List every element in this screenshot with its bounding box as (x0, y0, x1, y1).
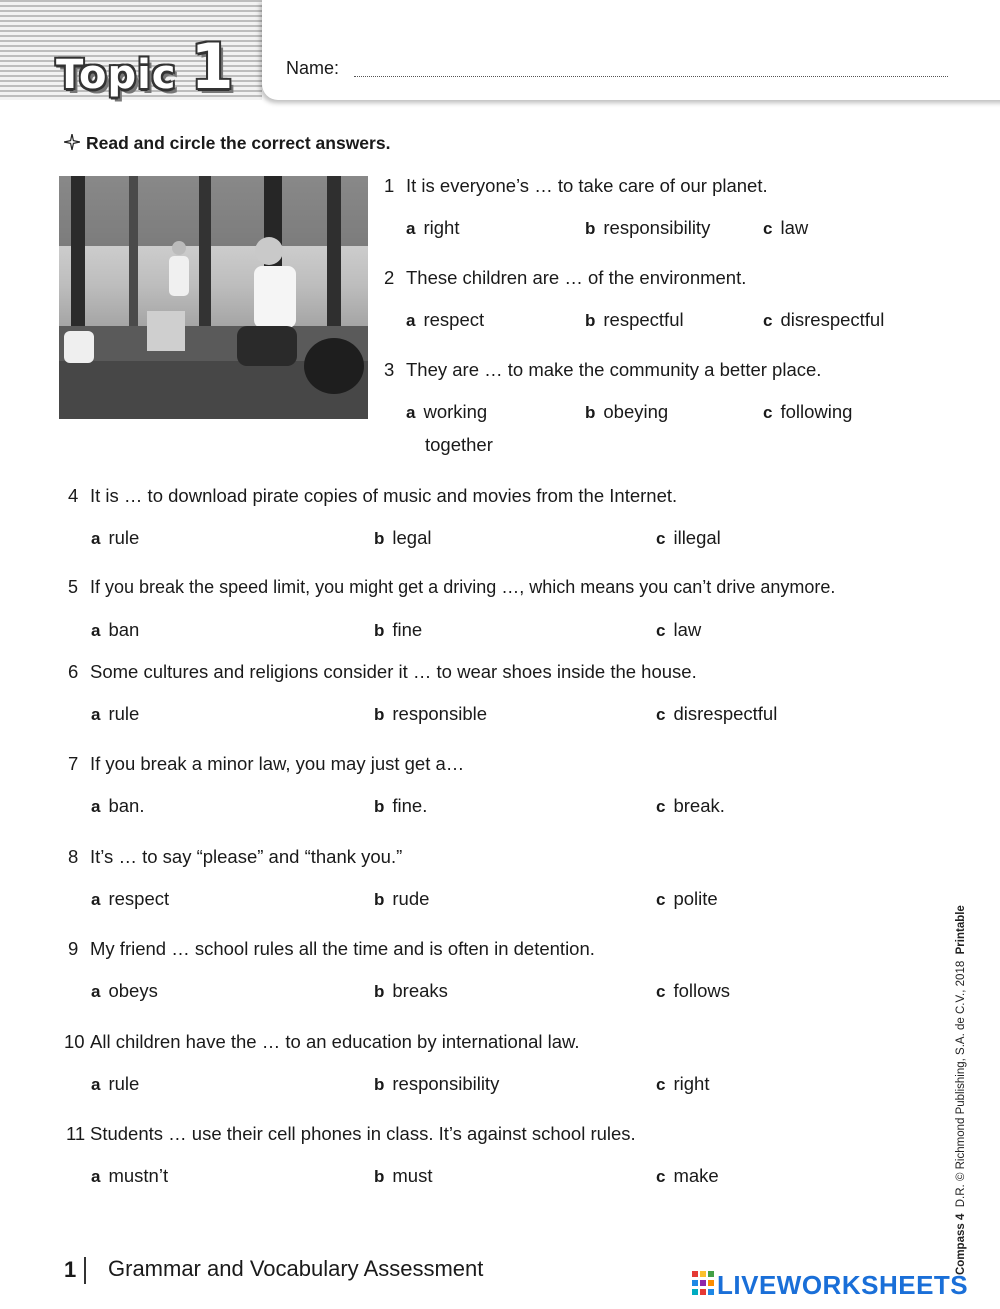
option-letter: a (406, 403, 416, 422)
question-text: It is … to download pirate copies of music and movies from the Internet. (90, 485, 678, 506)
option-2a[interactable] (406, 309, 484, 331)
option-text: right (673, 1073, 710, 1094)
option-letter: b (374, 1167, 385, 1186)
option-text: rude (392, 888, 430, 909)
sparkle-icon (64, 133, 86, 154)
option-text: ban. (108, 795, 145, 816)
option-1a[interactable] (406, 217, 459, 239)
option-10a[interactable] (91, 1073, 139, 1095)
option-10b[interactable] (374, 1073, 499, 1095)
option-text: rule (108, 527, 140, 548)
question-5 (68, 577, 835, 598)
footer-divider (84, 1257, 86, 1284)
side-copyright (955, 905, 967, 1275)
question-text: Students … use their cell phones in class. It’s against school rules. (90, 1123, 636, 1144)
name-input-line[interactable] (354, 76, 948, 77)
copyright-tag: Printable (955, 905, 967, 955)
option-letter: b (374, 529, 385, 548)
option-text: breaks (392, 980, 448, 1001)
option-letter: b (374, 1075, 385, 1094)
option-text: following (780, 401, 853, 422)
name-label: Name: (286, 58, 340, 78)
question-text: Some cultures and religions consider it … to wear shoes inside the house. (90, 661, 697, 682)
question-number: 7 (68, 753, 79, 774)
question-text: If you break a minor law, you may just get a… (90, 753, 465, 774)
liveworksheets-logo[interactable] (692, 1271, 968, 1299)
option-4b[interactable] (374, 527, 431, 549)
option-text: right (423, 217, 460, 238)
copyright-text: D.R. © Richmond Publishing, S.A. de C.V., 2018 (955, 960, 967, 1208)
option-1c[interactable] (763, 217, 808, 239)
option-letter: b (585, 403, 596, 422)
option-letter: b (374, 797, 385, 816)
option-9c[interactable] (656, 980, 730, 1002)
question-number: 4 (68, 485, 79, 506)
footer-title: Grammar and Vocabulary Assessment (108, 1256, 484, 1281)
copyright-book: Compass 4 (955, 1213, 967, 1275)
option-1b[interactable] (585, 217, 710, 239)
liveworksheets-text: LIVEWORKSHEETS (717, 1269, 969, 1300)
liveworksheets-icon (692, 1271, 714, 1299)
option-2c[interactable] (763, 309, 884, 331)
option-text: polite (673, 888, 718, 909)
option-text: fine (392, 619, 423, 640)
option-4c[interactable] (656, 527, 721, 549)
option-11c[interactable] (656, 1165, 719, 1187)
question-number: 2 (384, 267, 395, 288)
option-text: obeying (603, 401, 669, 422)
question-number: 8 (68, 846, 79, 867)
option-letter: a (91, 890, 101, 909)
option-letter: a (91, 621, 101, 640)
question-10 (64, 1031, 580, 1053)
option-9b[interactable] (374, 980, 448, 1002)
option-letter: b (585, 311, 596, 330)
question-number: 11 (66, 1123, 86, 1144)
question-number: 6 (68, 661, 79, 682)
option-text: responsibility (603, 217, 711, 238)
option-text: respect (108, 888, 170, 909)
option-letter: c (656, 890, 666, 909)
option-8c[interactable] (656, 888, 718, 910)
option-text: ban (108, 619, 140, 640)
option-text: follows (673, 980, 731, 1001)
option-letter: a (406, 311, 416, 330)
question-number: 9 (68, 938, 79, 959)
option-11a[interactable] (91, 1165, 168, 1187)
option-5b[interactable] (374, 619, 422, 641)
question-2 (384, 267, 746, 289)
option-6a[interactable] (91, 703, 139, 725)
option-3a-continued (425, 434, 493, 456)
option-letter: b (374, 705, 385, 724)
name-box (262, 0, 1000, 100)
option-7b[interactable] (374, 795, 427, 817)
option-text: responsibility (392, 1073, 500, 1094)
option-text: must (392, 1165, 433, 1186)
question-3 (384, 359, 821, 381)
question-4 (68, 485, 677, 507)
question-9 (68, 938, 595, 960)
option-letter: a (91, 1167, 101, 1186)
question-number: 10 (64, 1031, 85, 1052)
option-letter: c (656, 982, 666, 1001)
option-letter: c (656, 705, 666, 724)
option-text: legal (392, 527, 432, 548)
option-letter: b (374, 890, 385, 909)
option-text: obeys (108, 980, 158, 1001)
option-6c[interactable] (656, 703, 777, 725)
option-3a[interactable] (406, 401, 487, 423)
question-7 (68, 753, 464, 775)
option-letter: a (91, 797, 101, 816)
topic-number: 1 (190, 30, 234, 103)
question-number: 3 (384, 359, 395, 380)
option-text: mustn’t (108, 1165, 169, 1186)
option-letter: b (585, 219, 596, 238)
option-8a[interactable] (91, 888, 169, 910)
option-text: disrespectful (780, 309, 885, 330)
option-letter: c (656, 621, 666, 640)
footer-page-number: 1 (64, 1257, 77, 1282)
option-letter: c (656, 529, 666, 548)
option-3b[interactable] (585, 401, 668, 423)
option-2b[interactable] (585, 309, 684, 331)
option-text: break. (673, 795, 725, 816)
option-letter: c (656, 1075, 666, 1094)
option-text: disrespectful (673, 703, 778, 724)
question-1 (384, 175, 768, 197)
option-text: fine. (392, 795, 428, 816)
option-text: law (780, 217, 809, 238)
question-text: These children are … of the environment. (406, 267, 747, 288)
option-text: together (425, 434, 493, 455)
option-5c[interactable] (656, 619, 701, 641)
option-9a[interactable] (91, 980, 158, 1002)
question-11 (66, 1123, 636, 1145)
option-8b[interactable] (374, 888, 429, 910)
option-letter: c (656, 797, 666, 816)
option-7a[interactable] (91, 795, 144, 817)
option-text: respectful (603, 309, 684, 330)
instruction (64, 133, 390, 154)
topic-title (56, 30, 234, 103)
question-8 (68, 846, 402, 868)
question-text: It’s … to say “please” and “thank you.” (90, 846, 403, 867)
option-10c[interactable] (656, 1073, 709, 1095)
option-4a[interactable] (91, 527, 139, 549)
option-3c[interactable] (763, 401, 852, 423)
question-6 (68, 661, 697, 683)
question-text: My friend … school rules all the time and is often in detention. (90, 938, 595, 959)
option-letter: b (374, 621, 385, 640)
option-letter: b (374, 982, 385, 1001)
option-11b[interactable] (374, 1165, 432, 1187)
option-letter: a (91, 529, 101, 548)
option-7c[interactable] (656, 795, 725, 817)
children-recycling-photo (59, 176, 368, 419)
option-text: respect (423, 309, 485, 330)
option-letter: a (406, 219, 416, 238)
option-5a[interactable] (91, 619, 139, 641)
question-text: All children have the … to an education by international law. (90, 1031, 580, 1052)
option-letter: c (763, 311, 773, 330)
option-letter: a (91, 982, 101, 1001)
question-number: 5 (68, 577, 79, 597)
question-number: 1 (384, 175, 395, 196)
option-letter: c (656, 1167, 666, 1186)
option-letter: a (91, 1075, 101, 1094)
option-text: law (673, 619, 702, 640)
topic-word: Topic (56, 52, 177, 98)
question-text: It is everyone’s … to take care of our planet. (406, 175, 768, 196)
option-text: make (673, 1165, 719, 1186)
question-text: If you break the speed limit, you might get a driving …, which means you can’t drive anymore. (90, 577, 836, 597)
option-text: rule (108, 703, 140, 724)
question-text: They are … to make the community a better place. (406, 359, 822, 380)
instruction-text: Read and circle the correct answers. (86, 133, 391, 153)
option-6b[interactable] (374, 703, 487, 725)
option-text: responsible (392, 703, 488, 724)
option-text: rule (108, 1073, 140, 1094)
option-letter: a (91, 705, 101, 724)
option-letter: c (763, 219, 773, 238)
option-text: working (423, 401, 488, 422)
option-text: illegal (673, 527, 721, 548)
option-letter: c (763, 403, 773, 422)
